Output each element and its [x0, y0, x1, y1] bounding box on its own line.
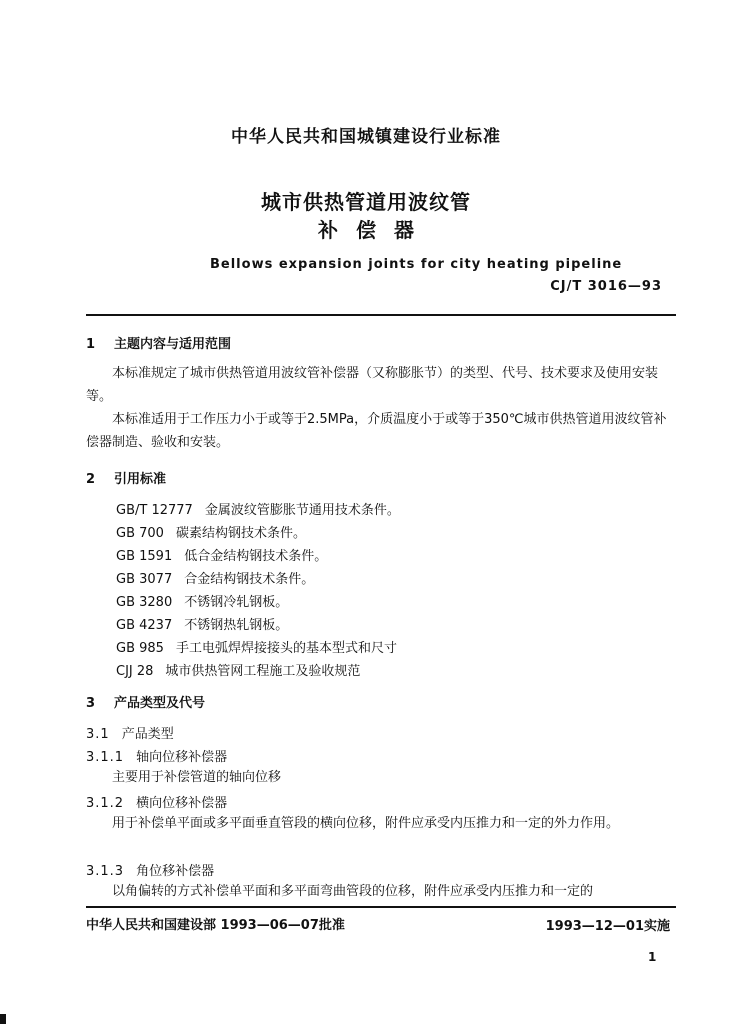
- subsection-number: 3.1: [86, 727, 110, 742]
- subsection-3-1-3-text: 以角偏转的方式补偿单平面和多平面弯曲管段的位移，附件应承受内压推力和一定的: [112, 884, 594, 899]
- reference-item: [116, 660, 360, 679]
- document-title-line1: 城市供热管道用波纹管: [261, 190, 471, 214]
- effective-date: 1993—12—01实施: [545, 919, 670, 934]
- subsection-3-1-1: [86, 746, 227, 765]
- section-title: 主题内容与适用范围: [114, 337, 232, 352]
- section-title: 产品类型及代号: [114, 696, 206, 711]
- standard-org-title: 中华人民共和国城镇建设行业标准: [231, 127, 501, 147]
- reference-item: [116, 637, 397, 656]
- reference-item: [116, 568, 314, 587]
- reference-title: 城市供热管网工程施工及验收规范: [165, 664, 361, 679]
- reference-code: GB 1591: [116, 549, 173, 564]
- reference-code: CJJ 28: [116, 664, 154, 679]
- subsection-3-1: [86, 723, 174, 742]
- standard-code: CJ/T 3016—93: [550, 279, 662, 294]
- section-2-heading: [86, 468, 166, 487]
- section-number: 3: [86, 696, 96, 711]
- section-3-heading: [86, 692, 205, 711]
- approval-date: 中华人民共和国建设部 1993—06—07批准: [86, 918, 345, 933]
- subsection-title: 产品类型: [121, 727, 174, 742]
- reference-item: [116, 522, 306, 541]
- reference-item: [116, 591, 288, 610]
- reference-title: 不锈钢冷轧钢板。: [184, 595, 289, 610]
- subsection-number: 3.1.1: [86, 750, 125, 765]
- section-number: 2: [86, 472, 96, 487]
- subsection-title: 横向位移补偿器: [136, 796, 228, 811]
- reference-code: GB 3077: [116, 572, 173, 587]
- reference-title: 合金结构钢技术条件。: [184, 572, 315, 587]
- subsection-title: 角位移补偿器: [136, 864, 215, 879]
- section-title: 引用标准: [114, 472, 167, 487]
- reference-item: [116, 614, 288, 633]
- reference-code: GB 4237: [116, 618, 173, 633]
- section-1-paragraph-1: 本标准规定了城市供热管道用波纹管补偿器（又称膨胀节）的类型、代号、技术要求及使用安装等。: [86, 366, 659, 404]
- subsection-title: 轴向位移补偿器: [136, 750, 228, 765]
- footer-divider: [86, 906, 676, 908]
- reference-code: GB 985: [116, 641, 164, 656]
- reference-title: 手工电弧焊焊接接头的基本型式和尺寸: [175, 641, 397, 656]
- reference-code: GB/T 12777: [116, 503, 193, 518]
- subsection-3-1-3: [86, 860, 214, 879]
- reference-title: 碳素结构钢技术条件。: [175, 526, 306, 541]
- section-1-paragraph-2: 本标准适用于工作压力小于或等于2.5MPa，介质温度小于或等于350℃城市供热管道用波纹管补偿器制造、验收和安装。: [86, 412, 667, 450]
- scan-artifact: [0, 1014, 6, 1024]
- reference-title: 低合金结构钢技术条件。: [184, 549, 328, 564]
- section-1-heading: [86, 333, 231, 352]
- reference-code: GB 700: [116, 526, 164, 541]
- document-title-line2: 补偿器: [318, 218, 432, 242]
- section-number: 1: [86, 337, 96, 352]
- subsection-number: 3.1.2: [86, 796, 125, 811]
- reference-item: [116, 499, 400, 518]
- page-number: 1: [648, 950, 657, 964]
- reference-title: 金属波纹管膨胀节通用技术条件。: [204, 503, 400, 518]
- subsection-3-1-2-text: 用于补偿单平面或多平面垂直管段的横向位移，附件应承受内压推力和一定的外力作用。: [112, 816, 620, 831]
- reference-code: GB 3280: [116, 595, 173, 610]
- reference-title: 不锈钢热轧钢板。: [184, 618, 289, 633]
- reference-item: [116, 545, 327, 564]
- subsection-3-1-2: [86, 792, 227, 811]
- subsection-3-1-1-text: 主要用于补偿管道的轴向位移: [112, 770, 282, 785]
- english-title: Bellows expansion joints for city heating pipeline: [210, 257, 623, 272]
- subsection-number: 3.1.3: [86, 864, 125, 879]
- header-divider: [86, 314, 676, 316]
